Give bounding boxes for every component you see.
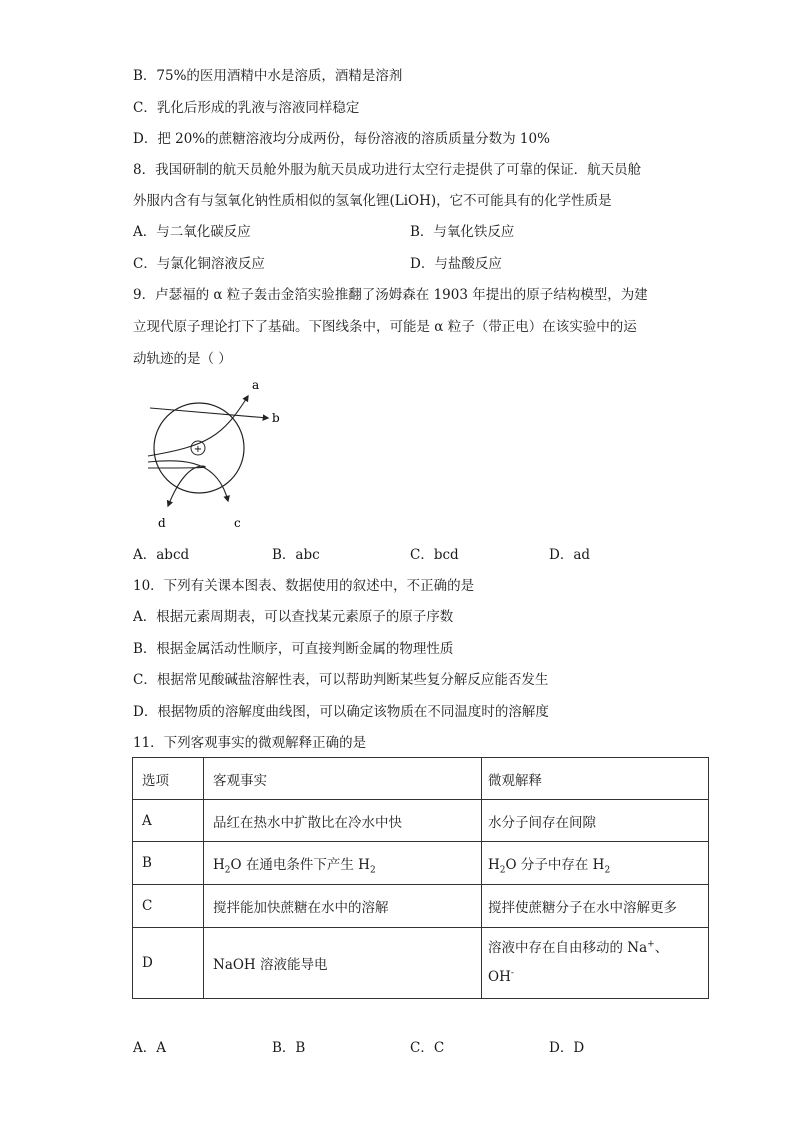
q7-option-c: C．乳化后形成的乳液与溶液同样稳定 <box>133 100 360 116</box>
q9-option-b: B．abc <box>272 547 320 563</box>
label-d: d <box>158 516 166 530</box>
q10-option-c: C．根据常见酸碱盐溶解性表，可以帮助判断某些复分解反应能否发生 <box>133 672 549 688</box>
row-a-option: A <box>133 800 204 842</box>
q10-stem: 10．下列有关课本图表、数据使用的叙述中，不正确的是 <box>133 578 475 594</box>
row-d-fact: NaOH 溶液能导电 <box>204 928 482 999</box>
header-fact: 客观事实 <box>204 758 482 800</box>
row-d-option: D <box>133 928 204 999</box>
label-a: a <box>252 378 260 392</box>
q9-stem-line3: 动轨迹的是（ ） <box>133 351 232 367</box>
q9-option-d: D．ad <box>549 547 591 563</box>
header-option: 选项 <box>133 758 204 800</box>
q9-option-c: C．bcd <box>410 547 459 563</box>
nucleus-sign: + <box>193 444 203 455</box>
q7-option-d: D．把 20%的蔗糖溶液均分成两份，每份溶液的溶质质量分数为 10% <box>133 131 550 147</box>
alpha-particle-figure <box>128 376 298 536</box>
table-row <box>133 928 709 999</box>
table-row <box>133 800 709 842</box>
q9-option-a: A．abcd <box>133 547 190 563</box>
q9-stem-line2: 立现代原子理论打下了基础。下图线条中，可能是 α 粒子（带正电）在该实验中的运 <box>133 319 637 335</box>
label-c: c <box>234 516 241 530</box>
q11-option-d: D．D <box>549 1040 585 1056</box>
q8-option-d: D．与盐酸反应 <box>410 256 502 272</box>
trajectory-c <box>148 461 228 501</box>
q10-option-d: D．根据物质的溶解度曲线图，可以确定该物质在不同温度时的溶解度 <box>133 704 549 720</box>
q8-stem-line2: 外服内含有与氢氧化钠性质相似的氢氧化锂(LiOH)，它不可能具有的化学性质是 <box>133 193 612 209</box>
q11-option-a: A．A <box>133 1040 166 1056</box>
label-b: b <box>272 411 280 425</box>
row-b-option: B <box>133 842 204 885</box>
q11-option-c: C．C <box>410 1040 445 1056</box>
row-c-fact: 搅拌能加快蔗糖在水中的溶解 <box>204 885 482 928</box>
q11-stem: 11．下列客观事实的微观解释正确的是 <box>133 735 367 751</box>
row-c-option: C <box>133 885 204 928</box>
q11-option-b: B．B <box>272 1040 306 1056</box>
q10-option-b: B．根据金属活动性顺序，可直接判断金属的物理性质 <box>133 641 454 657</box>
q8-option-c: C．与氯化铜溶液反应 <box>133 256 265 272</box>
table-row <box>133 842 709 885</box>
row-a-explanation: 水分子间存在间隙 <box>482 800 709 842</box>
q9-stem-line1: 9．卢瑟福的 α 粒子轰击金箔实验推翻了汤姆森在 1903 年提出的原子结构模型，为建 <box>133 287 648 303</box>
q8-option-b: B．与氧化铁反应 <box>410 224 515 240</box>
row-c-explanation: 搅拌使蔗糖分子在水中溶解更多 <box>482 885 709 928</box>
row-b-fact: $H_2O$ 在通电条件下产生 $H_2$ <box>204 842 482 885</box>
row-d-explanation: 溶液中存在自由移动的 Na+、 OH- <box>482 928 709 999</box>
header-explanation: 微观解释 <box>482 758 709 800</box>
row-a-fact: 品红在热水中扩散比在冷水中快 <box>204 800 482 842</box>
q8-stem-line1: 8．我国研制的航天员舱外服为航天员成功进行太空行走提供了可靠的保证．航天员舱 <box>133 162 642 178</box>
trajectory-d <box>148 466 205 506</box>
q10-option-a: A．根据元素周期表，可以查找某元素原子的原子序数 <box>133 609 454 625</box>
table-row <box>133 885 709 928</box>
q7-option-b: B．75%的医用酒精中水是溶质，酒精是溶剂 <box>133 68 403 84</box>
q11-table <box>132 757 709 999</box>
table-header-row <box>133 758 709 800</box>
q8-option-a: A．与二氧化碳反应 <box>133 224 251 240</box>
row-b-explanation: $H_2O$ 分子中存在 $H_2$ <box>482 842 709 885</box>
